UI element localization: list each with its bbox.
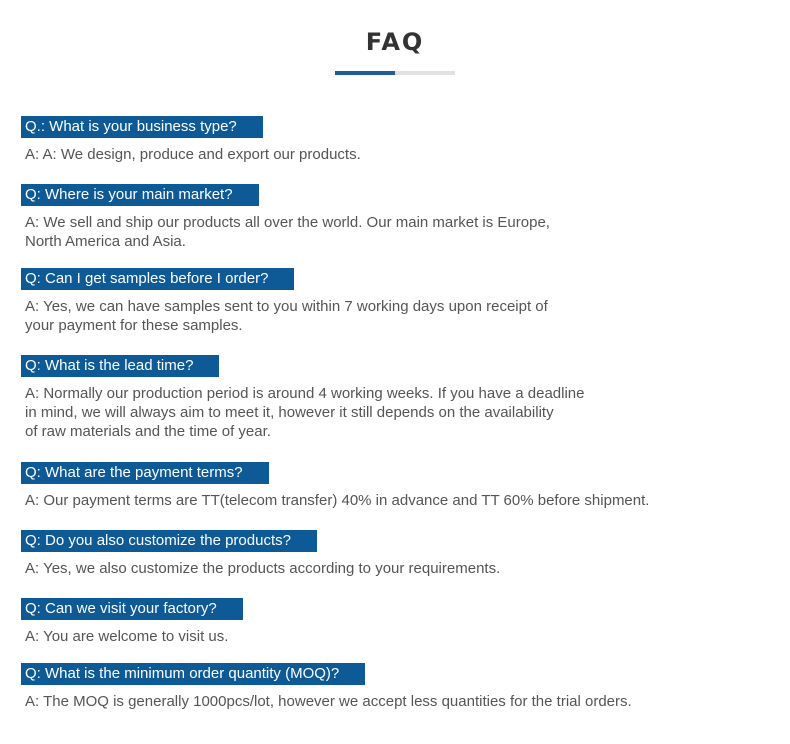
answer-text: A: The MOQ is generally 1000pcs/lot, however we accept less quantities for the trial orders. xyxy=(25,693,632,710)
question-label: Q: Can we visit your factory? xyxy=(21,598,243,620)
answer-text: A: We sell and ship our products all over the world. Our main market is Europe, North America and Asia. xyxy=(25,214,550,250)
faq-item-moq xyxy=(21,663,771,711)
title-divider xyxy=(335,71,455,75)
faq-item-samples xyxy=(21,268,771,335)
faq-item-lead-time xyxy=(21,355,771,441)
faq-item-visit-factory xyxy=(21,598,771,646)
question-label: Q: Do you also customize the products? xyxy=(21,530,317,552)
faq-item-customize xyxy=(21,530,771,578)
answer-text: A: Our payment terms are TT(telecom transfer) 40% in advance and TT 60% before shipment. xyxy=(25,492,650,509)
page-title: FAQ xyxy=(365,28,425,56)
answer-text: A: Normally our production period is around 4 working weeks. If you have a deadline in mind, we will always aim to meet it, however it still depends on the availability of raw materials and the time of year. xyxy=(25,385,585,440)
question-label: Q: Where is your main market? xyxy=(21,184,259,206)
question-label: Q: What are the payment terms? xyxy=(21,462,269,484)
faq-item-main-market xyxy=(21,184,771,251)
question-label: Q.: What is your business type? xyxy=(21,116,263,138)
question-label: Q: Can I get samples before I order? xyxy=(21,268,294,290)
answer-text: A: You are welcome to visit us. xyxy=(25,628,229,645)
faq-item-business-type xyxy=(21,116,771,164)
answer-text: A: Yes, we also customize the products according to your requirements. xyxy=(25,560,501,577)
question-label: Q: What is the lead time? xyxy=(21,355,219,377)
title-divider-accent xyxy=(335,71,395,75)
faq-item-payment-terms xyxy=(21,462,771,510)
answer-text: A: A: We design, produce and export our products. xyxy=(25,146,361,163)
question-label: Q: What is the minimum order quantity (MOQ)? xyxy=(21,663,365,685)
answer-text: A: Yes, we can have samples sent to you within 7 working days upon receipt of your payment for these samples. xyxy=(25,298,548,334)
